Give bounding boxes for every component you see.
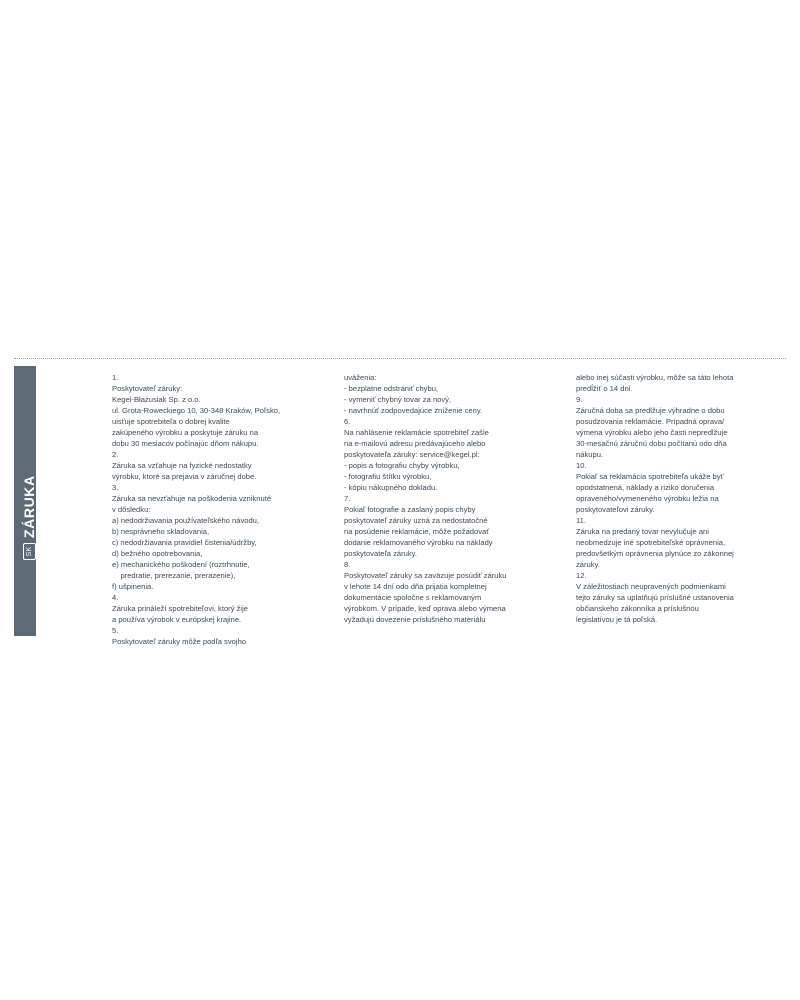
clause-line: Záruka sa nevzťahuje na poškodenia vzniknuté [112,494,272,503]
clause-text [112,603,316,625]
warranty-clause [344,416,548,460]
clause-line: vyžadujú dovezenie príslušného materiálu [344,615,486,624]
clause-line: posudzovania reklamácie. Prípadná oprava/ [576,417,725,426]
clause-number: 1. [112,373,119,382]
clause-line: opraveného/vymeneného výrobku ležia na [576,494,719,503]
clause-line: f) ušpinenia. [112,582,154,591]
clause-text [576,405,780,460]
clause-line: uváženia: [344,373,377,382]
clause-line: Záruka sa vzťahuje na fyzické nedostatky [112,461,252,470]
clause-line: neobmedzuje iné spotrebiteľské oprávnenia, [576,538,726,547]
clause-number: 2. [112,450,119,459]
warranty-clause [576,460,780,515]
clause-line: nákupu. [576,450,604,459]
clause-line: Poskytovateľ záruky: [112,384,183,393]
clause-line: v lehote 14 dní odo dňa prijatia kompletnej [344,582,487,591]
warranty-clause [112,482,316,515]
clause-number: 4. [112,593,119,602]
clause-line: a používa výrobok v európskej krajine. [112,615,242,624]
clause-text [576,581,780,625]
clause-line: občianskeho zákonníka a príslušnou [576,604,699,613]
clause-line: legislatívou je tá poľská. [576,615,658,624]
clause-number: 7. [344,494,351,503]
clause-line: Pokiaľ fotografie a zaslaný popis chyby [344,505,476,514]
clause-line: predratie, prerezanie, prerazenie), [112,571,236,580]
clause-line: Záručná doba sa predlžuje výhradne o dobu [576,406,725,415]
clause-text [112,460,316,482]
clause-line: dokumentácie spoločne s reklamovaným [344,593,482,602]
clause-line: zakúpeného výrobku a poskytuje záruku na [112,428,259,437]
clause-sublist [576,372,780,394]
warranty-columns [112,372,782,647]
clause-line: Záruka na predaný tovar nevylučuje ani [576,527,709,536]
warranty-clause [576,394,780,460]
clause-number: 12. [576,571,587,580]
warranty-clause-list [344,372,548,625]
clause-line: v dôsledku: [112,505,151,514]
clause-line: alebo inej súčasti výrobku, môže sa táto lehota [576,373,734,382]
warranty-clause [112,592,316,625]
clause-line: Poskytovateľ záruky môže podľa svojho [112,637,247,646]
clause-line: záruky. [576,560,600,569]
clause-line: poskytovateľa záruky: service@kegel.pl: [344,450,480,459]
clause-line: výmena výrobku alebo jeho časti nepredlžuje [576,428,728,437]
clause-line: b) nesprávneho skladovania, [112,527,210,536]
warranty-clause [112,625,316,647]
clause-number: 10. [576,461,587,470]
clause-line: a) nedodržiavania používateľského návodu, [112,516,260,525]
clause-line: V záležitostiach neupravených podmienkami [576,582,726,591]
clause-line: - bezplatne odstrániť chybu, [344,384,439,393]
clause-sublist [344,372,548,416]
clause-number: 9. [576,395,583,404]
warranty-clause [112,372,316,449]
warranty-clause [344,493,548,559]
clause-text [344,570,548,625]
warranty-clause-list [112,372,316,647]
warranty-clause [344,559,548,625]
clause-line: výrobkom. V prípade, keď oprava alebo výmena [344,604,506,613]
clause-line: dobu 30 mesiacov počínajúc dňom nákupu. [112,439,259,448]
warranty-clause-list [576,372,780,625]
clause-line: Kegel-Błażusiak Sp. z o.o. [112,395,201,404]
clause-line: e) mechanického poškodení (roztrhnutie, [112,560,250,569]
clause-line: 30-mesačnú záručnú dobu počítanú odo dňa [576,439,727,448]
clause-number: 8. [344,560,351,569]
warranty-title: ZÁRUKA [21,475,37,538]
clause-number: 11. [576,516,586,525]
warranty-column [576,372,780,625]
clause-sublist [112,515,316,592]
clause-text [576,526,780,570]
clause-line: poskytovateľovi záruky. [576,505,655,514]
clause-line: Na nahlásenie reklamácie spotrebiteľ zašle [344,428,489,437]
warranty-clause [576,515,780,570]
clause-line: predĺžiť o 14 dní. [576,384,633,393]
clause-text [112,636,316,647]
clause-line: ul. Grota-Roweckiego 10, 30-348 Kraków, Poľsko, [112,406,281,415]
clause-line: uisťuje spotrebiteľa o dobrej kvalite [112,417,230,426]
warranty-clause [112,449,316,482]
clause-number: 6. [344,417,351,426]
warranty-title-group [21,475,37,560]
clause-line: - navrhnúť zodpovedajúce zníženie ceny. [344,406,483,415]
warranty-column [112,372,316,647]
clause-sublist [344,460,548,493]
warranty-clause [576,570,780,625]
clause-line: na posúdenie reklamácie, môže požadovať [344,527,490,536]
clause-line: Pokiaľ sa reklamácia spotrebiteľa ukáže byť [576,472,724,481]
clause-number: 5. [112,626,119,635]
clause-line: - fotografiu štítku výrobku, [344,472,432,481]
clause-line: na e-mailovú adresu predávajúceho alebo [344,439,486,448]
clause-line: poskytovateľ záruky uzná za nedostatočné [344,516,488,525]
top-divider [14,358,786,359]
clause-line: výrobku, ktoré sa prejavia v záručnej dobe. [112,472,257,481]
clause-number: 3. [112,483,119,492]
clause-text [576,471,780,515]
clause-line: Poskytovateľ záruky sa zaväzuje posúdiť záruku [344,571,507,580]
clause-line: poskytovateľa záruky. [344,549,417,558]
clause-line: dodanie reklamovaného výrobku na náklady [344,538,493,547]
clause-line: d) bežného opotrebovania, [112,549,203,558]
clause-line: Záruka prináleží spotrebiteľovi, ktorý žije [112,604,249,613]
clause-line: - popis a fotografiu chyby výrobku, [344,461,460,470]
clause-text [344,504,548,559]
clause-line: - vymeniť chybný tovar za nový, [344,395,452,404]
clause-line: opodstatnená, náklady a riziko doručenia [576,483,715,492]
clause-line: tejto záruky sa uplatňujú príslušné ustanovenia [576,593,734,602]
clause-text [112,493,316,515]
clause-text [344,427,548,460]
language-badge-icon: SK [23,543,36,560]
clause-line: c) nedodržiavania pravidiel čistenia/údržby, [112,538,257,547]
warranty-column [344,372,548,625]
clause-line: - kópiu nákupného dokladu. [344,483,438,492]
clause-line: predovšetkým oprávnenia plynúce zo zákonnej [576,549,734,558]
clause-text [112,383,316,449]
